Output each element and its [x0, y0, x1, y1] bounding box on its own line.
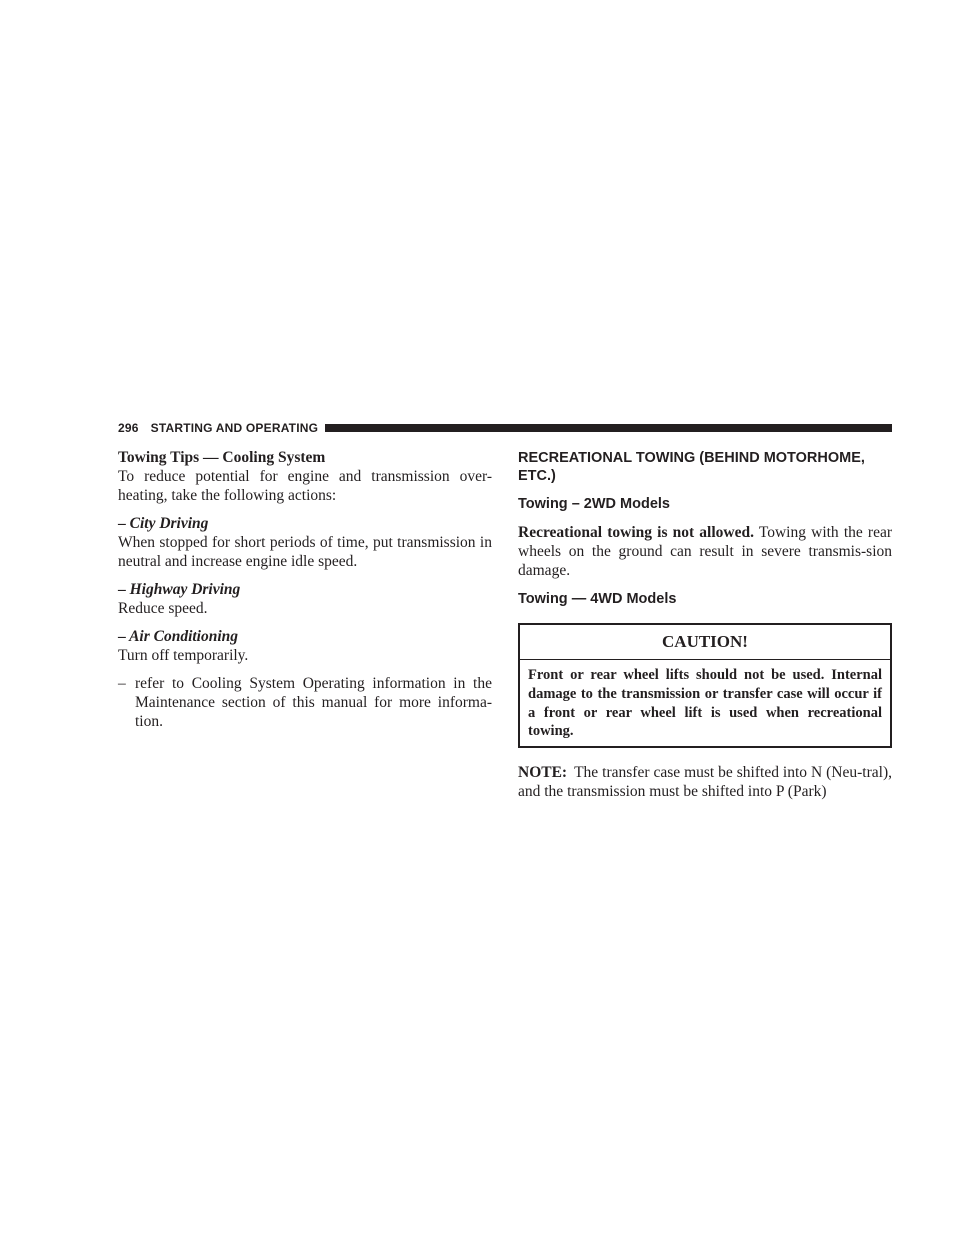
item-dash: – [118, 628, 126, 645]
caution-text: Front or rear wheel lifts should not be used. Internal damage to the transmission or transfer case will occur if a front or rear wheel lift is used when recreational towing. [528, 667, 882, 740]
item-title: City Driving [129, 515, 209, 532]
item-dash: – [118, 515, 126, 532]
bullet-text: refer to Cooling System Operating information in the Maintenance section of this manual for more informa-tion. [135, 675, 492, 730]
item-title: Highway Driving [129, 581, 241, 598]
note-text: The transfer case must be shifted into N (Neu-tral), and the transmission must be shifted into P (Park) [518, 764, 892, 801]
item-text-ac: Turn off temporarily. [118, 647, 249, 664]
towing-2wd-bold: Recreational towing is not allowed. [518, 524, 754, 541]
item-heading-city [118, 514, 492, 533]
page-header [118, 420, 892, 436]
towing-2wd-paragraph [518, 523, 892, 580]
caution-box [518, 623, 892, 748]
page-number: 296 [118, 421, 139, 435]
note-label: NOTE: [518, 764, 568, 782]
towing-2wd-text: Towing with the rear wheels on the ground can result in severe transmis-sion damage. [518, 524, 892, 579]
caution-title: CAUTION! [520, 625, 890, 660]
item-heading-ac [118, 627, 492, 646]
note-paragraph [518, 763, 892, 801]
header-rule [325, 424, 892, 432]
bullet-dash: – [118, 675, 126, 692]
item-text-highway: Reduce speed. [118, 600, 208, 617]
item-dash: – [118, 581, 126, 598]
cooling-tips-intro: To reduce potential for engine and transmission over-heating, take the following actions: [118, 468, 492, 504]
left-column [118, 448, 492, 731]
right-column [518, 448, 892, 801]
item-text-city: When stopped for short periods of time, put transmission in neutral and increase engine idle speed. [118, 534, 492, 570]
recreational-towing-heading: RECREATIONAL TOWING (BEHIND MOTORHOME, ETC.) [518, 450, 865, 484]
section-title: STARTING AND OPERATING [150, 421, 319, 435]
cooling-tips-heading: Towing Tips — Cooling System [118, 449, 326, 466]
item-title: Air Conditioning [129, 628, 239, 645]
towing-4wd-heading: Towing — 4WD Models [518, 591, 677, 607]
bullet-item [118, 674, 492, 731]
item-heading-highway [118, 580, 492, 599]
towing-2wd-heading: Towing – 2WD Models [518, 496, 670, 512]
